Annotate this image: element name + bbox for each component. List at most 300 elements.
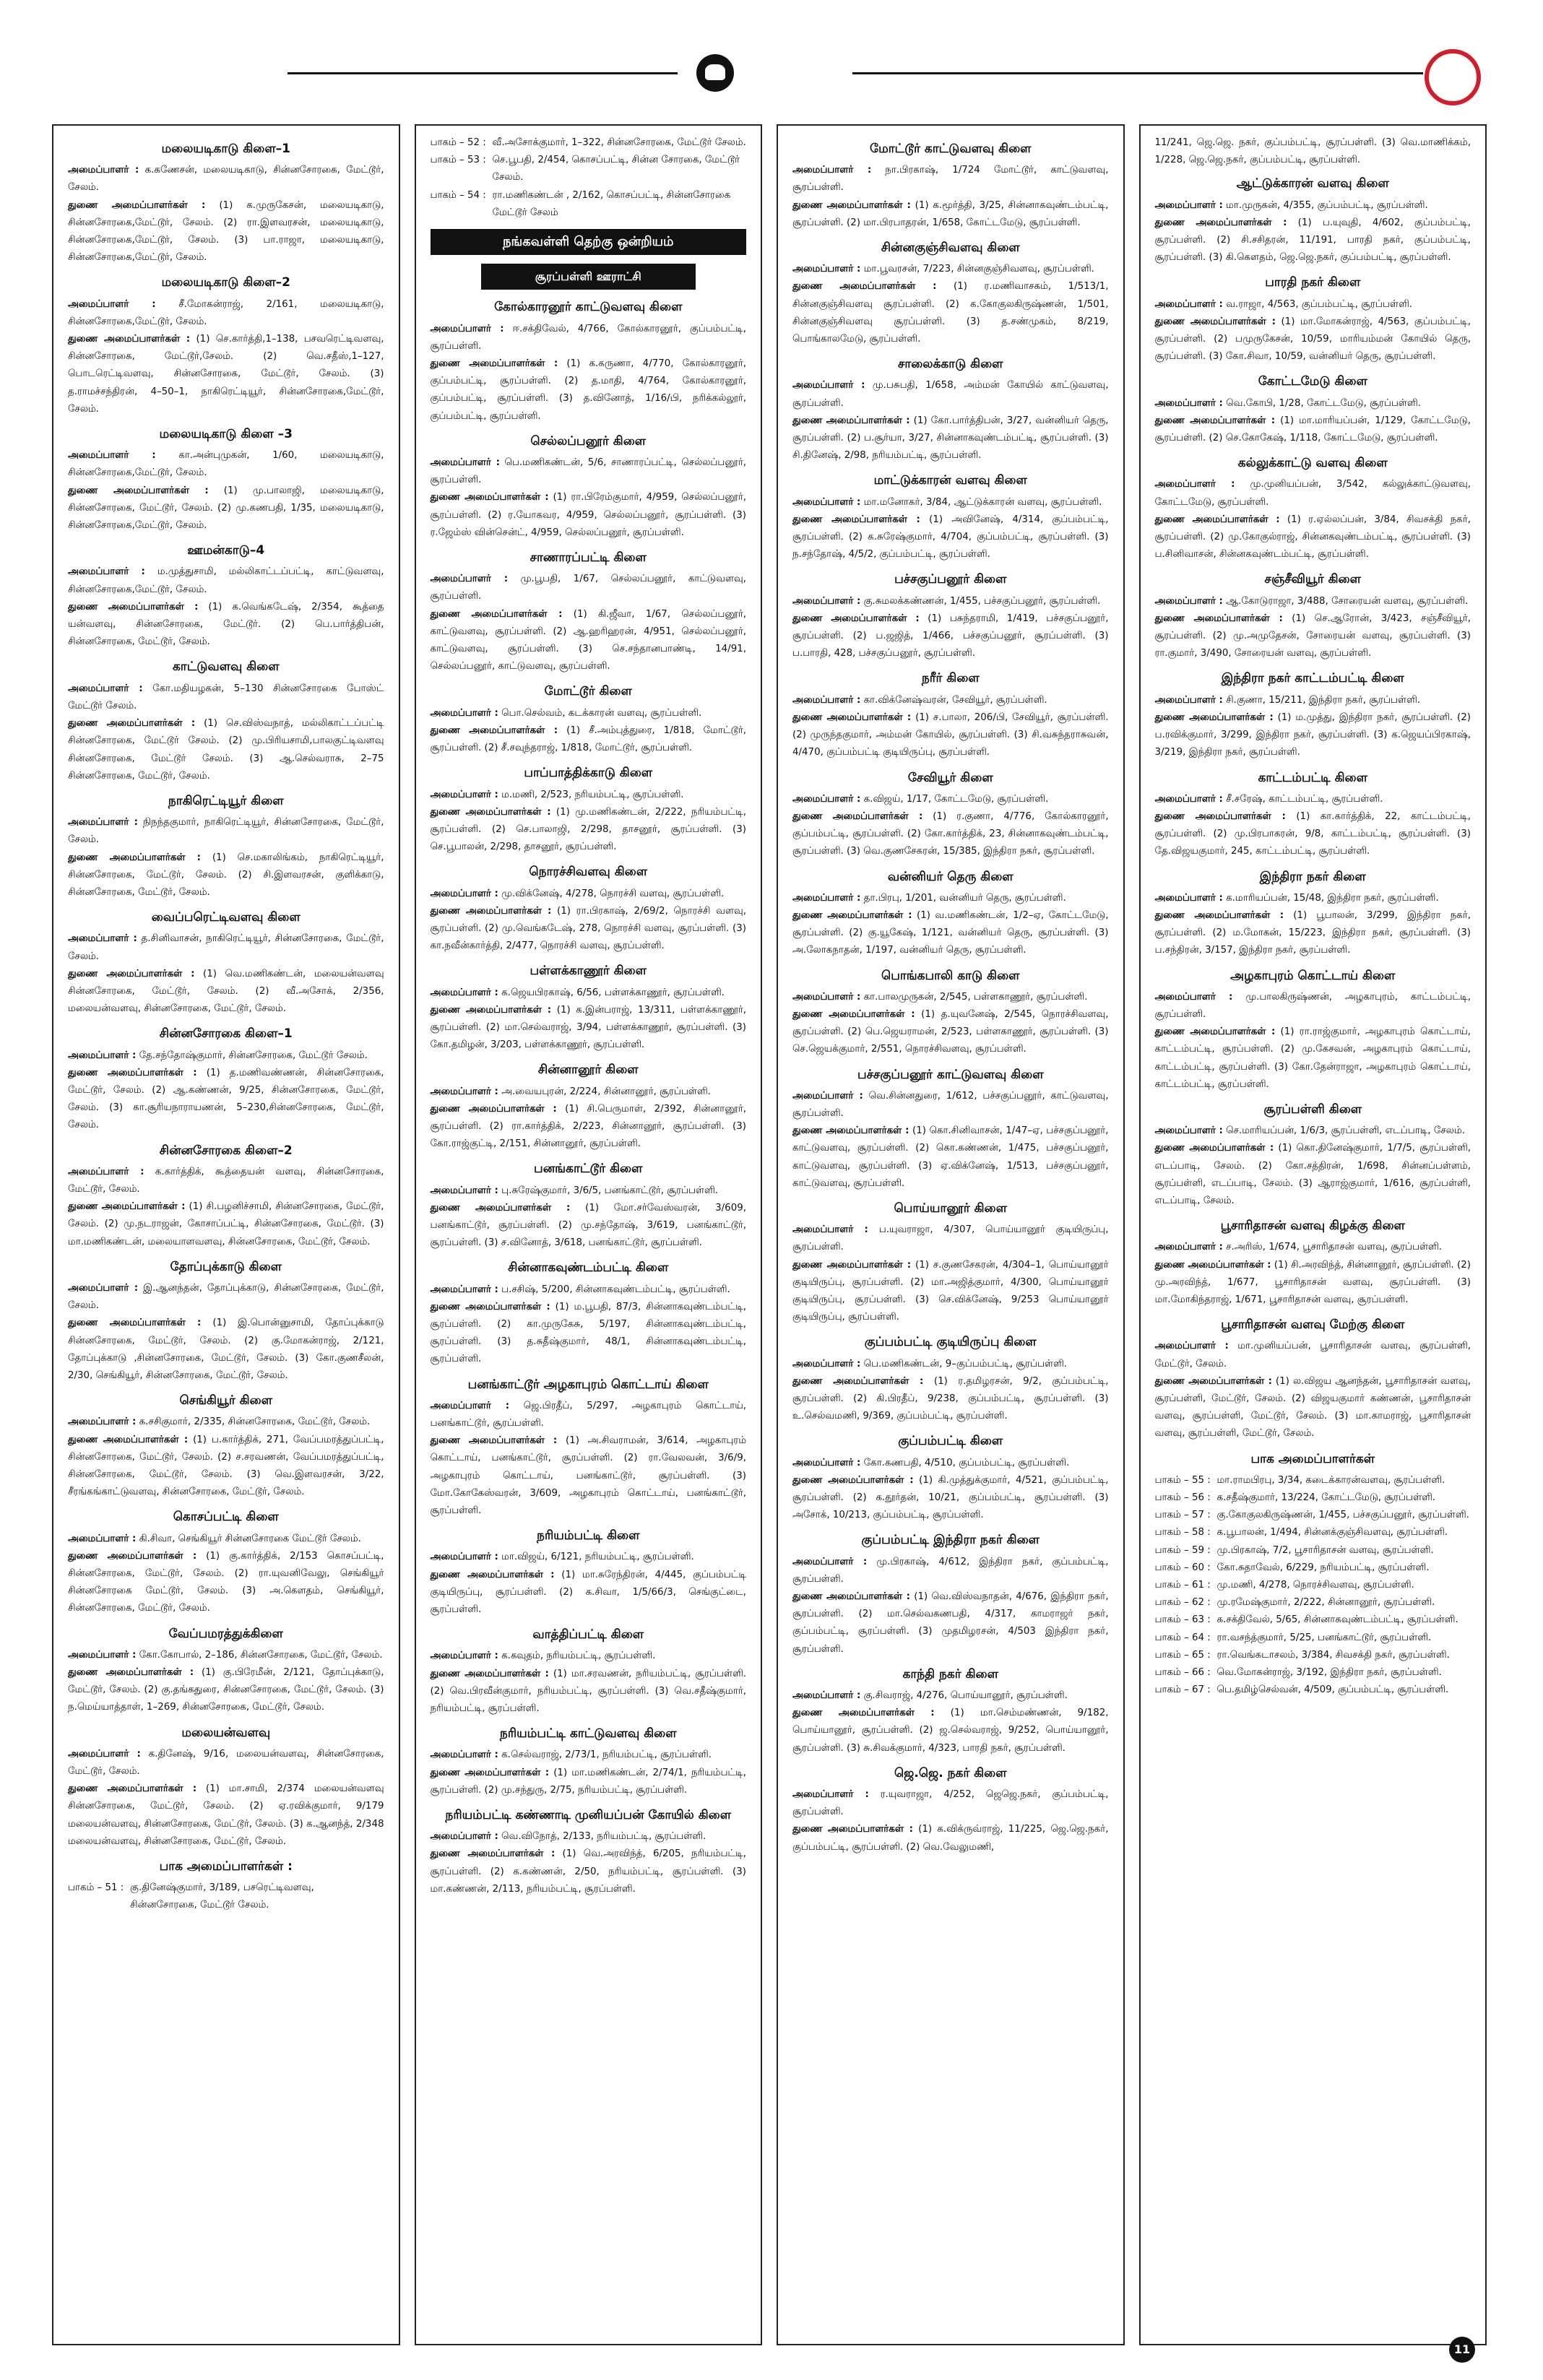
organizer-details: வ.ராஜா, 4/563, குப்பம்பட்டி, சூரப்பள்ளி. — [1222, 298, 1413, 310]
organizer-details: (1) செ.விஸ்வநாத், மல்லிகாட்டப்பட்டி சின்னசோரகை, மேட்டூர் சேலம். (2) மு.பிரியசாமி,பாலகுட்டிவளவு சின்னசோரகை, மேட்டூர் சேலம். (3) ஆ.செல்வராசு, 2–75 சின்னசோரகை, மேட்டூர், சேலம். — [68, 718, 384, 782]
role-label: அமைப்பாளர் : — [430, 323, 504, 334]
role-label: துணை அமைப்பாளர்கள் : — [792, 1008, 915, 1020]
role-label: துணை அமைப்பாளர்கள் : — [792, 1591, 910, 1603]
branch-section — [1155, 1316, 1471, 1442]
organizer-details: கு.சிவராஜ், 4/276, பொய்யானூர், சூரப்பள்ளி. — [860, 1690, 1068, 1702]
part-organizer: மா.ராமபிரபு, 3/34, கடைக்காரன்வளவு, சூரப்பள்ளி. — [1216, 1474, 1445, 1486]
organizer-details: (1) கொ.தினேஷ்குமார், 1/7/5, சூரப்பள்ளி, எடப்பாடி, சேலம். (2) கோ.சத்திரன், 1/698, சின்னப்பள்ளம், சூரப்பள்ளி, எடப்பாடி, சேலம். (3) ஆராஜ்குமார், 1/616, சூரப்பள்ளி, எடப்பாடி, சேலம். — [1154, 1143, 1471, 1206]
organizer-entry — [431, 1182, 747, 1200]
organizer-details: க.சசிகுமார், 2/335, சின்னசோரகை, மேட்டூர், சேலம். — [136, 1416, 371, 1428]
branch-section — [1155, 175, 1471, 267]
role-label: துணை அமைப்பாளர்கள் : — [68, 199, 206, 211]
role-label: துணை அமைப்பாளர்கள் : — [430, 1569, 555, 1580]
role-label: துணை அமைப்பாளர்கள் : — [430, 358, 558, 370]
part-row — [1155, 1559, 1471, 1577]
part-row — [1155, 1524, 1471, 1541]
part-row — [1155, 1611, 1471, 1629]
organizer-details: நிநந்தகுமார், நாகிரெட்டியூர், சின்னசோரகை, மேட்டூர், சேலம். — [68, 817, 384, 846]
branch-title: ஆட்டுக்காரன் வளவு கிளை — [1236, 176, 1389, 191]
organizer-entry — [68, 599, 384, 652]
role-label: துணை அமைப்பாளர்கள் : — [1154, 1259, 1271, 1271]
part-number: பாகம் – 63 : — [1154, 1614, 1211, 1626]
branch-section — [68, 1858, 384, 1915]
branch-title: பாக அமைப்பாளர்கள் — [1250, 1451, 1375, 1466]
branch-section — [431, 1527, 747, 1619]
organizer-entry — [431, 903, 747, 956]
role-label: துணை அமைப்பாளர்கள் : — [1154, 909, 1284, 921]
branch-title: பள்ளக்காணூர் கிளை — [530, 964, 647, 979]
organizer-details: (1) ர.மணிவாசகம், 1/513/1, சின்னகுஞ்சிவளவு சூரப்பள்ளி. (2) க.கோகுலகிருஷ்ணன், 1/501, சின்னகுஞ்சிவளவு சூரப்பள்ளி. (3) த.சண்முகம், 8/219, பொங்காலமேடு, சூரப்பள்ளி. — [792, 281, 1109, 345]
branch-section — [1155, 1217, 1471, 1309]
header-rule-right — [852, 72, 1423, 74]
organizer-details: (1) கா.கார்த்திக், 22, காட்டம்பட்டி, சூரப்பள்ளி. (2) மு.பிரபாகரன், 9/8, காட்டம்பட்டி, சூரப்பள்ளி. (3) தே.விஜயகுமார், 245, காட்டம்பட்டி, சூரப்பள்ளி. — [1154, 810, 1471, 857]
branch-title: பாப்பாத்திக்காடு கிளை — [524, 766, 653, 781]
part-organizer: கு.தினேஷ்குமார், 3/189, பசரெட்டிவளவு, சின்னசோரகை, மேட்டூர் சேலம். — [130, 1882, 314, 1911]
organizer-entry — [792, 610, 1109, 663]
part-organizer: கோ.சுதாவேல், 6/229, நரியம்பட்டி, சூரப்பள்ளி. — [1216, 1562, 1430, 1573]
branch-title: பனங்காட்டூர் அழகாபுரம் கொட்டாய் கிளை — [467, 1377, 709, 1392]
branch-section — [431, 1725, 747, 1799]
role-label: அமைப்பாளர் : — [68, 1282, 139, 1294]
organizer-entry — [792, 1006, 1109, 1059]
organizer-details: பொ.செல்வம், கடக்காரன் வளவு, சூரப்பள்ளி. — [498, 707, 702, 719]
part-number: பாகம் – 60 : — [1154, 1562, 1211, 1573]
role-label: துணை அமைப்பாளர்கள் : — [430, 1301, 550, 1312]
organizer-entry — [792, 1687, 1109, 1705]
organizer-entry — [1155, 476, 1471, 511]
branch-section — [68, 542, 384, 651]
organizer-entry — [1155, 989, 1471, 1024]
organizer-details: க.மாரியப்பன், 15/48, இந்திரா நகர், சூரப்பள்ளி. — [1222, 892, 1439, 904]
organizer-entry — [1155, 197, 1471, 215]
role-label: அமைப்பாளர் : — [792, 694, 861, 706]
organizer-details: மு.பசுபதி, 1/658, அம்மன் கோயில் காட்டுவளவு, சூரப்பள்ளி. — [792, 380, 1109, 409]
organizer-details: மு.பிரகாஷ், 4/612, இந்திரா நகர், குப்பம்பட்டி, சூரப்பள்ளி. — [792, 1556, 1109, 1585]
part-number: பாகம் – 59 : — [1154, 1544, 1211, 1556]
organizer-details: (1) ர.குணா, 4/776, கோல்காரனூர், குப்பம்பட்டி, சூரப்பள்ளி. (2) கோ.கார்த்திக், 23, சின்னாகவுண்டம்பட்டி, சூரப்பள்ளி. (3) வெ.குணசேகரன், 15/385, இந்திரா நகர், சூரப்பள்ளி. — [792, 810, 1109, 857]
branch-section — [792, 355, 1109, 464]
organizer-entry — [1155, 692, 1471, 709]
organizer-entry — [431, 1765, 747, 1799]
part-number: பாகம் – 53 : — [430, 155, 486, 166]
part-organizer: செ.பூபதி, 2/454, கொசப்பட்டி, சின்ன சோரகை, மேட்டூர் சேலம். — [492, 155, 740, 183]
organizer-details: (1) ம.முத்து, இந்திரா நகர், சூரப்பள்ளி. (2) ப.ரவிக்குமார், 3/299, இந்திரா நகர், சூரப்பள்ளி. (3) க.ஜெயப்பிரகாஷ், 3/219, இந்திரா நகர், சூரப்பள்ளி. — [1154, 711, 1471, 758]
role-label: துணை அமைப்பாளர்கள் : — [430, 1202, 571, 1213]
organizer-entry — [1155, 1140, 1471, 1210]
organizer-entry — [792, 989, 1109, 1006]
part-organizer: வெ.மோகன்ராஜ், 3/192, இந்திரா நகர், சூரப்பள்ளி. — [1216, 1667, 1442, 1679]
branch-title: நரியம்பட்டி கிளை — [537, 1528, 640, 1544]
branch-title: காட்டுவளவு கிளை — [172, 659, 280, 675]
role-label: அமைப்பாளர் : — [68, 1748, 141, 1760]
branch-title: பூசாரிதாசன் வளவு மேற்கு கிளை — [1221, 1317, 1405, 1333]
branch-section — [431, 1626, 747, 1718]
branch-section — [431, 1259, 747, 1368]
branch-section — [792, 239, 1109, 348]
part-organizer: மு.பிரகாஷ், 7/2, பூசாரிதாசன் வளவு, சூரப்பள்ளி. — [1216, 1544, 1434, 1556]
organizer-entry — [68, 1047, 384, 1065]
part-row — [1155, 1489, 1471, 1507]
organizer-entry — [1155, 890, 1471, 907]
branch-section — [792, 1666, 1109, 1757]
part-number: பாகம் – 61 : — [1154, 1580, 1211, 1591]
branch-title: வேப்பமரத்துக்கிளை — [168, 1626, 283, 1641]
role-label: அமைப்பாளர் : — [792, 991, 861, 1003]
branch-title: செங்கியூர் கிளை — [179, 1393, 272, 1408]
role-label: அமைப்பாளர் : — [792, 264, 861, 275]
organizer-details: த.சினிவாசன், நாகிரெட்டியூர், சின்னசோரகை, மேட்டூர், சேலம். — [68, 933, 384, 962]
organizer-details: (1) இ.பொன்னுசாமி, தோப்புக்காடு சின்னசோரகை, மேட்டூர், சேலம். (2) கு.மோகன்ராஜ், 2/121, தோப்புக்காடு ,சின்னசோரகை, மேட்டூர், சேலம். (3) கோ.குணசீலன், 2/30, செங்கியூர், சின்னசோரகை, மேட்டூர், சேலம். — [68, 1317, 384, 1381]
organizer-details: பெ.மணிகண்டன், 9–குப்பம்பட்டி, சூரப்பள்ளி. — [860, 1358, 1068, 1369]
organizer-details: கா.பாலமுருகன், 2/545, பள்ளகாணூர், சூரப்பள்ளி. — [860, 991, 1088, 1003]
branch-section — [68, 1025, 384, 1134]
organizer-entry — [431, 321, 747, 355]
branch-section — [1155, 571, 1471, 662]
organizer-entry — [1155, 1338, 1471, 1372]
organizer-entry — [1155, 215, 1471, 267]
role-label: துணை அமைப்பாளர்கள் : — [68, 1783, 197, 1795]
part-number: பாகம் – 67 : — [1154, 1684, 1211, 1696]
role-label: அமைப்பாளர் : — [1154, 1125, 1223, 1137]
role-label: அமைப்பாளர் : — [430, 1552, 498, 1563]
branch-title: குப்பம்பட்டி குடியிருப்பு கிளை — [864, 1335, 1037, 1350]
continued-text: 11/241, ஜெ.ஜெ. நகர், குப்பம்பட்டி, சூரப்பள்ளி. (3) வெ.மாணிக்கம், 1/228, ஜெ.ஜெ.நகர், குப்பம்பட்டி, சூரப்பள்ளி. — [1154, 137, 1471, 166]
branch-section — [1155, 373, 1471, 447]
organizer-entry — [68, 331, 384, 418]
role-label: துணை அமைப்பாளர்கள் : — [792, 1708, 935, 1719]
role-label: துணை அமைப்பாளர்கள் : — [1154, 1375, 1272, 1387]
part-organizer: ரா.வசந்த்குமார், 5/25, பனங்காட்டூர், சூரப்பள்ளி. — [1216, 1632, 1432, 1643]
branch-title: இந்திரா நகர் காட்டம்பட்டி கிளை — [1221, 671, 1404, 686]
organizer-entry — [68, 1065, 384, 1135]
branch-title: கல்லுக்காட்டு வளவு கிளை — [1237, 456, 1388, 471]
organizer-entry — [792, 511, 1109, 564]
role-label: துணை அமைப்பாளர்கள் : — [1154, 316, 1276, 327]
role-label: துணை அமைப்பாளர்கள் : — [68, 1317, 202, 1329]
branch-title: மாட்டுக்காரன் வளவு கிளை — [873, 473, 1027, 488]
branch-title: பச்சகுப்பனூர் கிளை — [894, 572, 1007, 587]
organizer-entry — [792, 1373, 1109, 1426]
role-label: அமைப்பாளர் : — [1154, 397, 1223, 409]
role-label: துணை அமைப்பாளர்கள் : — [68, 1667, 194, 1679]
role-label: துணை அமைப்பாளர்கள் : — [792, 613, 920, 624]
organizer-entry — [792, 412, 1109, 465]
organizer-details: மு.பூபதி, 1/67, செல்லப்பனூர், காட்டுவளவு, சூரப்பள்ளி. — [430, 574, 746, 602]
role-label: துணை அமைப்பாளர்கள் : — [792, 1474, 914, 1486]
organizer-details: நா.பிரகாஷ், 1/724 மோட்டூர், காட்டுவளவு, சூரப்பள்ளி. — [792, 165, 1109, 194]
role-label: அமைப்பாளர் : — [792, 165, 872, 176]
role-label: துணை அமைப்பாளர்கள் : — [430, 1435, 558, 1447]
branch-section — [792, 1333, 1109, 1425]
organizer-details: (1) மா.செம்மண்ணன், 9/182, பொய்யானூர், சூரப்பள்ளி. (2) ஜ.செல்வராஜ், 9/252, பொய்யானூர், சூரப்பள்ளி. (3) சு.சிவக்குமார், 4/323, பாரதி நகர், சூரப்பள்ளி. — [792, 1708, 1109, 1754]
part-row — [1155, 1507, 1471, 1524]
part-organizer: க.சக்திவேல், 5/65, சின்னாகவுண்டம்பட்டி, சூரப்பள்ளி. — [1216, 1614, 1458, 1626]
role-label: அமைப்பாளர் : — [1154, 298, 1223, 310]
organizer-entry — [1155, 1257, 1471, 1310]
role-label: அமைப்பாளர் : — [68, 1533, 137, 1544]
branch-title: அழகாபுரம் கொட்டாய் கிளை — [1230, 968, 1396, 983]
organizer-details: (1) ரா.பிரகாஷ், 2/69/2, நொரச்சி வளவு, சூரப்பள்ளி. (2) மு.வெங்கடேஷ், 278, நொரச்சி வளவு, சூரப்பள்ளி. (3) கா.நவீன்கார்த்தி, 2/477, நொரச்சி வளவு, சூரப்பள்ளி. — [430, 905, 746, 952]
page-number: 11 — [1449, 2337, 1475, 2363]
part-number: பாகம் – 55 : — [1154, 1474, 1211, 1486]
branch-section — [431, 1806, 747, 1898]
part-organizer: க.பூபாலன், 1/494, சின்னக்குஞ்சிவளவு, சூரப்பள்ளி. — [1216, 1527, 1448, 1539]
role-label: அமைப்பாளர் : — [792, 1090, 863, 1102]
branch-section — [792, 769, 1109, 861]
organizer-entry — [431, 1648, 747, 1665]
organizer-entry — [68, 1548, 384, 1618]
role-label: துணை அமைப்பாளர்கள் : — [430, 1004, 552, 1016]
role-label: அமைப்பாளர் : — [792, 380, 865, 391]
role-label: துணை அமைப்பாளர்கள் : — [1154, 810, 1286, 822]
role-label: துணை அமைப்பாளர்கள் : — [430, 1767, 550, 1778]
part-row — [1155, 1647, 1471, 1664]
organizer-details: (1) அ.சிவராமன், 3/614, அழகாபுரம் கொட்டாய், பனங்காட்டூர், சூரப்பள்ளி. (2) ரா.வேலவன், 3/6/9, அழகாபுரம் கொட்டாய், பனங்காட்டூர், சூரப்பள்ளி. (3) மோ.கோகேஸ்வரன், 3/609, அழகாபுரம் கொட்டாய், பனங்காட்டூர், சூரப்பள்ளி. — [430, 1435, 746, 1517]
role-label: அமைப்பாளர் : — [430, 1284, 498, 1295]
role-label: துணை அமைப்பாளர்கள் : — [792, 514, 920, 525]
part-organizer: பெ.தமிழ்செல்வன், 4/509, குப்பம்பட்டி, சூரப்பள்ளி. — [1216, 1684, 1449, 1696]
organizer-details: (1) வெ.விஸ்வநாதன், 4/676, இந்திரா நகர், சூரப்பள்ளி. (2) மா.செல்வகணபதி, 4/317, காமராஜர் நகர், குப்பம்பட்டி, சூரப்பள்ளி. (3) முதமிழரசன், 4/503 இந்திரா நகர், சூரப்பள்ளி. — [792, 1591, 1109, 1655]
organizer-details: ம.முத்துசாமி, மல்லிகாட்டப்பட்டி, காட்டுவளவு, சின்னசோரகை,மேட்டூர், சேலம். — [68, 566, 384, 595]
organizer-entry — [431, 1398, 747, 1432]
branch-title: மோட்டூர் கிளை — [544, 684, 632, 699]
organizer-details: செ.மாரியப்பன், 1/6/3, சூரப்பள்ளி, எடப்பாடி, சேலம். — [1222, 1125, 1465, 1137]
organizer-details: மு.முனியப்பன், 3/542, கல்லுக்காட்டுவளவு, கோட்டமேடு, சூரப்பள்ளி. — [1154, 479, 1471, 508]
organizer-entry — [792, 890, 1109, 907]
role-label: துணை அமைப்பாளர்கள் : — [1154, 613, 1283, 624]
branch-title: சேவியூர் கிளை — [907, 770, 993, 785]
part-organizer: ரா.மணிகண்டன் , 2/162, கொசப்பட்டி, சின்னசோரகை மேட்டூர் சேலம் — [492, 189, 731, 218]
branch-section — [792, 1066, 1109, 1193]
organizer-entry — [1155, 791, 1471, 808]
organizer-entry — [68, 1315, 384, 1385]
organizer-details: (1) சி.பெருமாள், 2/392, சின்னானூர், சூரப்பள்ளி. (2) ரா.கார்த்திக், 2/223, சின்னானூர், சூரப்பள்ளி. (3) கோ.ராஜ்குட்டி, 2/151, சின்னானூர், சூரப்பள்ளி. — [430, 1103, 747, 1150]
branch-section — [68, 909, 384, 1018]
organizer-details: (1) ச.பாலா, 206/பி, சேவியூர், சூரப்பள்ளி. (2) முருந்தகுமார், அம்மன் கோயில், சூரப்பள்ளி. (3) சி.வசுந்தராசுவன், 4/470, குப்பம்பட்டி குடியிருப்பு, சூரப்பள்ளி. — [792, 711, 1109, 758]
part-row — [1155, 1664, 1471, 1682]
organizer-entry — [1155, 1373, 1471, 1443]
organizer-details: கா.அன்புமுகன், 1/60, மலையடிகாடு, சின்னசோரகை,மேட்டூர், சேலம். — [68, 450, 384, 479]
organizer-entry — [792, 1122, 1109, 1193]
organizer-details: (1) ரா.பிரேம்குமார், 4/959, செல்லப்பனூர், சூரப்பள்ளி. (2) ர.யோகவர, 4/959, செல்லப்பனூர், சூரப்பள்ளி. (3) ர.ஜேம்ஸ் வின்சென்ட், 4/959, செல்லப்பனூர், சூரப்பள்ளி. — [430, 492, 746, 538]
part-number: பாகம் – 52 : — [430, 137, 486, 148]
organizer-entry — [792, 1221, 1109, 1256]
part-row — [1155, 1682, 1471, 1699]
role-label: துணை அமைப்பாளர்கள் : — [68, 718, 196, 730]
branch-title: கோல்காரனூர் காட்டுவளவு கிளை — [494, 300, 683, 315]
role-label: அமைப்பாளர் : — [1154, 892, 1223, 904]
organizer-entry — [792, 593, 1109, 610]
role-label: துணை அமைப்பாளர்கள் : — [430, 806, 551, 818]
organizer-entry — [792, 1088, 1109, 1122]
role-label: அமைப்பாளர் : — [430, 1831, 498, 1843]
organizer-details: (1) த.யுவனேஷ், 2/545, நொரச்சிவளவு, சூரப்பள்ளி. (2) பெ.ஜெயராமன், 2/523, பள்ளகாணூர், சூரப்பள்ளி. (3) செ.ஜெயக்குமார், 2/551, நொரச்சிவளவு, சூரப்பள்ளி. — [792, 1008, 1109, 1055]
role-label: துணை அமைப்பாளர்கள் : — [430, 608, 563, 620]
role-label: துணை அமைப்பாளர்கள் : — [792, 711, 912, 723]
organizer-entry — [431, 1666, 747, 1718]
organizer-entry — [68, 1164, 384, 1198]
organizer-entry — [431, 1002, 747, 1055]
role-label: அமைப்பாளர் : — [430, 707, 498, 719]
branch-title: மோட்டூர் காட்டுவளவு கிளை — [870, 142, 1032, 156]
role-label: அமைப்பாளர் : — [68, 933, 137, 945]
organizer-details: (1) கி.முத்துக்குமார், 4/521, குப்பம்பட்டி, சூரப்பள்ளி. (2) க.தூர்தன், 10/21, குப்பம்பட்டி, சூரப்பள்ளி. (3) அசோக், 10/213, குப்பம்பட்டி, சூரப்பள்ளி. — [792, 1474, 1109, 1521]
part-number: பாகம் – 56 : — [1154, 1492, 1211, 1504]
party-emblem-icon — [696, 54, 734, 92]
role-label: அமைப்பாளர் : — [430, 888, 498, 899]
organizer-details: ம.மணி, 2/523, நரியம்பட்டி, சூரப்பள்ளி. — [498, 789, 684, 800]
branch-title: கோட்டமேடு கிளை — [1258, 374, 1367, 389]
organizer-entry — [1155, 907, 1471, 960]
role-label: துணை அமைப்பாளர்கள் : — [430, 1848, 556, 1860]
branch-title: சின்னகுஞ்சிவளவு கிளை — [881, 241, 1020, 256]
role-label: அமைப்பாளர் : — [68, 298, 156, 310]
organizer-details: (1) வ.மணிகண்டன், 1/2–ஏ, கோட்டமேடு, சூரப்பள்ளி. (2) கு.யூகேஷ், 1/121, வன்னியர் தெரு, சூரப்பள்ளி. (3) அ.லோகநாதன், 1/197, வன்னியர் தெரு, சூரப்பள்ளி. — [792, 909, 1109, 956]
organizer-entry — [1155, 610, 1471, 663]
organizer-entry — [431, 985, 747, 1002]
part-row — [1155, 1577, 1471, 1594]
organizer-entry — [431, 355, 747, 425]
branch-title: பொய்யானூர் கிளை — [894, 1200, 1007, 1216]
role-label: அமைப்பாளர் : — [1154, 991, 1233, 1003]
organizer-entry — [792, 1588, 1109, 1658]
organizer-entry — [431, 1549, 747, 1566]
role-label: அமைப்பாளர் : — [430, 574, 509, 585]
branch-section — [431, 1160, 747, 1252]
branch-title: சூரப்பள்ளி கிளை — [1263, 1102, 1362, 1117]
organizer-entry — [792, 808, 1109, 861]
role-label: அமைப்பாளர் : — [68, 1416, 137, 1428]
organizer-entry — [792, 1356, 1109, 1373]
branch-section — [68, 1724, 384, 1851]
organizer-entry — [68, 1746, 384, 1780]
organizer-entry — [792, 692, 1109, 709]
panchayat-banner: சூரப்பள்ளி ஊராட்சி — [481, 264, 696, 290]
role-label: துணை அமைப்பாளர்கள் : — [68, 1550, 197, 1562]
role-label: துணை அமைப்பாளர்கள் : — [1154, 1026, 1276, 1038]
branch-section — [1155, 274, 1471, 365]
organizer-entry — [1155, 511, 1471, 564]
branch-title: பொங்கபாலி காடு கிளை — [881, 968, 1020, 983]
role-label: துணை அமைப்பாளர்கள் : — [792, 1824, 913, 1835]
organizer-entry — [792, 709, 1109, 762]
organizer-details: (1) கு.பிரேமீன், 2/121, தோப்புக்காடு, மேட்டூர், சேலம். (2) கு.தங்கதுரை, சின்னசோரகை, மேட்டூர், சேலம். (3) ந.மெய்யாத்தாள், 1–269, சின்னசோரகை, மேட்டூர், சேலம். — [68, 1667, 384, 1713]
organizer-entry — [792, 1455, 1109, 1472]
role-label: அமைப்பாளர் : — [792, 595, 861, 607]
branch-section — [431, 1376, 747, 1520]
organizer-entry — [792, 278, 1109, 348]
branch-section — [68, 1258, 384, 1385]
organizer-details: வெ.கோபி, 1/28, கோட்டமேடு, சூரப்பள்ளி. — [1222, 397, 1421, 409]
organizer-entry — [68, 680, 384, 715]
branch-title: வன்னியர் தெரு கிளை — [887, 869, 1013, 884]
organizer-entry — [792, 1705, 1109, 1757]
branch-section — [792, 670, 1109, 761]
branch-title: தோப்புக்காடு கிளை — [170, 1259, 282, 1274]
branch-title: நொரச்சிவளவு கிளை — [529, 865, 648, 880]
organizer-details: (1) மோ.சர்வேஸ்வரன், 3/609, பனங்காட்டூர், சூரப்பள்ளி. (2) மு.சந்தோஷ், 3/619, பனங்காட்டூர், சூரப்பள்ளி. (3) ச.வினோத், 3/618, பனங்காட்டூர், சூரப்பள்ளி. — [430, 1202, 746, 1249]
organizer-entry — [431, 1845, 747, 1898]
organizer-details: (1) மா.சாமி, 2/374 மலையன்வளவு சின்னசோரகை, மேட்டூர், சேலம். (2) ஏ.ரவிக்குமார், 9/179 மலையன்வளவு, சின்னசோரகை, மேட்டூர், சேலம். (3) க.ஆனந்த், 2/348 மலையன்வளவு, சின்னசோரகை, மேட்டூர், சேலம். — [68, 1783, 384, 1847]
role-label: அமைப்பாளர் : — [430, 1086, 498, 1097]
organizer-details: கோ.மதியழகன், 5–130 சின்னசோரகை போஸ்ட் மேட்டூர் சேலம். — [68, 683, 384, 711]
organizer-details: (1) த.மணிவண்ணன், சின்னசோரகை, மேட்டூர், சேலம். (2) ஆ.கண்ணன், 9/25, சின்னசோரகை, மேட்டூர், சேலம். (3) கா.சூரியநாராயணன், 5–230,சின்னசோரகை, மேட்டூர், சேலம். — [68, 1067, 384, 1131]
article-columns — [52, 124, 1487, 2345]
branch-title: சின்னாகவுண்டம்பட்டி கிளை — [508, 1260, 669, 1276]
branch-section — [792, 472, 1109, 563]
organizer-entry — [792, 1472, 1109, 1525]
role-label: அமைப்பாளர் : — [430, 457, 501, 469]
branch-section — [431, 683, 747, 757]
organizer-entry — [431, 1281, 747, 1299]
part-organizer: வீ.அசோக்குமார், 1–322, சின்னசோரகை, மேட்டூர் சேலம். — [492, 137, 746, 148]
role-label: அமைப்பாளர் : — [68, 817, 139, 828]
organizer-details: க.செல்வராஜ், 2/73/1, நரியம்பட்டி, சூரப்பள்ளி. — [498, 1749, 712, 1761]
organizer-details: மா.மனோகர், 3/84, ஆட்டுக்காரன் வளவு, சூரப்பள்ளி. — [860, 496, 1102, 508]
branch-section — [792, 967, 1109, 1059]
organizer-details: (1) செ.கார்த்தி,1–138, பசவரெட்டிவளவு, சின்னசோரகை, மேட்டூர்,சேலம். (2) வெ.சதீஸ்,1–127, பொடரெட்டிவளவு, சின்னசோரகை, மேட்டூர், சேலம். (3) த.ராமச்சந்திரன், 4–50–1, நாகிரெட்டியூர், சின்னசோரகை,மேட்டூர், சேலம். — [68, 334, 384, 415]
part-row — [1155, 1472, 1471, 1489]
organizer-details: (1) மா.மாரியப்பன், 1/129, கோட்டமேடு, சூரப்பள்ளி. (2) செ.கோகேஷ், 1/118, கோட்டமேடு, சூரப்பள்ளி. — [1154, 415, 1471, 444]
organizer-entry — [792, 261, 1109, 278]
organizer-entry — [431, 1747, 747, 1764]
branch-section — [431, 549, 747, 675]
organizer-details: க.கணேசன், மலையடிகாடு, சின்னசோரகை, மேட்டூர், சேலம். — [68, 165, 384, 194]
organizer-details: (1) கு.கார்த்திக், 2/153 கொசப்பட்டி, சின்னசோரகை, மேட்டூர், சேலம். (2) ரா.யுவனிவேலு, செங்கியூர் சின்னசோரகை மேட்டூர், சேலம். (3) அ.கௌதம், செங்கியூர், சின்னசோரகை, மேட்டூர், சேலம். — [68, 1550, 384, 1614]
role-label: துணை அமைப்பாளர்கள் : — [68, 852, 202, 863]
part-number: பாகம் – 66 : — [1154, 1667, 1211, 1679]
role-label: அமைப்பாளர் : — [1154, 1242, 1223, 1253]
branch-title: பாரதி நகர் கிளை — [1265, 275, 1361, 290]
organizer-details: (1) ப.யுவுதி, 4/602, குப்பம்பட்டி, சூரப்பள்ளி. (2) சி.சசிதரன், 11/191, பாரதி நகர், குப்பம்பட்டி, சூரப்பள்ளி. (3) கி.கௌதம், ஜெ.ஜெ.நகர், குப்பம்பட்டி, சூரப்பள்ளி. — [1154, 217, 1471, 264]
role-label: அமைப்பாளர் : — [68, 1166, 144, 1177]
role-label: அமைப்பாளர் : — [430, 789, 498, 800]
role-label: அமைப்பாளர் : — [1154, 199, 1223, 211]
role-label: துணை அமைப்பாளர்கள் : — [792, 199, 911, 211]
branch-section — [68, 1142, 384, 1251]
role-label: அமைப்பாளர் : — [68, 450, 156, 462]
role-label: அமைப்பாளர் : — [792, 496, 861, 508]
organizer-details: பு.சுரேஷ்குமார், 3/6/5, பனங்காட்டூர், சூரப்பள்ளி. — [498, 1185, 719, 1196]
organizer-entry — [431, 489, 747, 542]
organizer-entry — [431, 1828, 747, 1845]
organizer-details: (1) கி.ஜீவா, 1/67, செல்லப்பனூர், காட்டுவளவு, சூரப்பள்ளி. (2) ஆ.ஹரிஹரன், 4/951, செல்லப்பனூர், காட்டுவளவு, சூரப்பள்ளி. (3) செ.சந்தானபாண்டி, 14/91, செல்லப்பனூர், காட்டுவளவு, சூரப்பள்ளி. — [430, 608, 746, 672]
column-2 — [415, 124, 763, 2345]
organizer-entry — [431, 1299, 747, 1369]
organizer-details: க.விஜய், 1/17, கோட்டமேடு, சூரப்பள்ளி. — [860, 793, 1049, 805]
branch-title: நாகிரெட்டியூர் கிளை — [168, 793, 284, 808]
role-label: துணை அமைப்பாளர்கள் : — [68, 334, 191, 345]
organizer-details: (1) செ.ஆரோன், 3/423, சஞ்சீவியூர், சூரப்பள்ளி. (2) மு.அமுதேசன், சோரையன் வளவு, சூரப்பள்ளி. (3) ரா.குமார், 3/490, சோரையன் வளவு, சூரப்பள்ளி. — [1154, 613, 1471, 659]
branch-title: குப்பம்பட்டி இந்திரா நகர் கிளை — [861, 1533, 1040, 1548]
organizer-entry — [431, 454, 747, 489]
organizer-details: ப.யுவராஜா, 4/307, பொய்யானூர் குடியிருப்பு, சூரப்பள்ளி. — [792, 1224, 1109, 1253]
role-label: அமைப்பாளர் : — [792, 793, 861, 805]
branch-section — [431, 863, 747, 955]
organizer-details: (1) சி.அரவிந்த், சின்னானூர், சூரப்பள்ளி. (2) மு.அரவிந்த், 1/677, பூசாரிதாசன் வளவு, சூரப்பள்ளி. (3) மா.மோகிந்தராஜ், 1/671, பூசாரிதாசன் வளவு, சூரப்பள்ளி. — [1154, 1259, 1471, 1305]
organizer-details: மா.முனியப்பன், பூசாரிதாசன் வளவு, சூரப்பள்ளி, மேட்டூர், சேலம். — [1154, 1341, 1471, 1369]
role-label: துணை அமைப்பாளர்கள் : — [792, 415, 910, 426]
organizer-details: (1) மா.மோகன்ராஜ், 4/563, குப்பம்பட்டி, சூரப்பள்ளி. (2) பமுருகேசன், 10/59, மாரியம்மன் கோயில் தெரு, சூரப்பள்ளி. (3) கோ.சிவா, 10/59, வன்னியர் தெரு, சூரப்பள்ளி. — [1154, 316, 1471, 363]
branch-title: பூசாரிதாசன் வளவு கிழக்கு கிளை — [1220, 1219, 1405, 1234]
organizer-details: (1) ர.தமிழரசன், 9/2, குப்பம்பட்டி, சூரப்பள்ளி. (2) கி.பிரதீப், 9/238, குப்பம்பட்டி, சூரப்பள்ளி. (3) உ.செல்வமணி, 9/369, குப்பம்பட்டி, சூரப்பள்ளி. — [792, 1375, 1109, 1422]
organizer-entry — [68, 966, 384, 1018]
role-label: அமைப்பாளர் : — [1154, 1341, 1229, 1352]
branch-title: குப்பம்பட்டி கிளை — [898, 1434, 1003, 1449]
organizer-entry — [1155, 808, 1471, 861]
organizer-details: ப.சசிஷ், 5/200, சின்னாகவுண்டம்பட்டி, சூரப்பள்ளி. — [498, 1284, 730, 1295]
organizer-entry — [68, 1664, 384, 1717]
